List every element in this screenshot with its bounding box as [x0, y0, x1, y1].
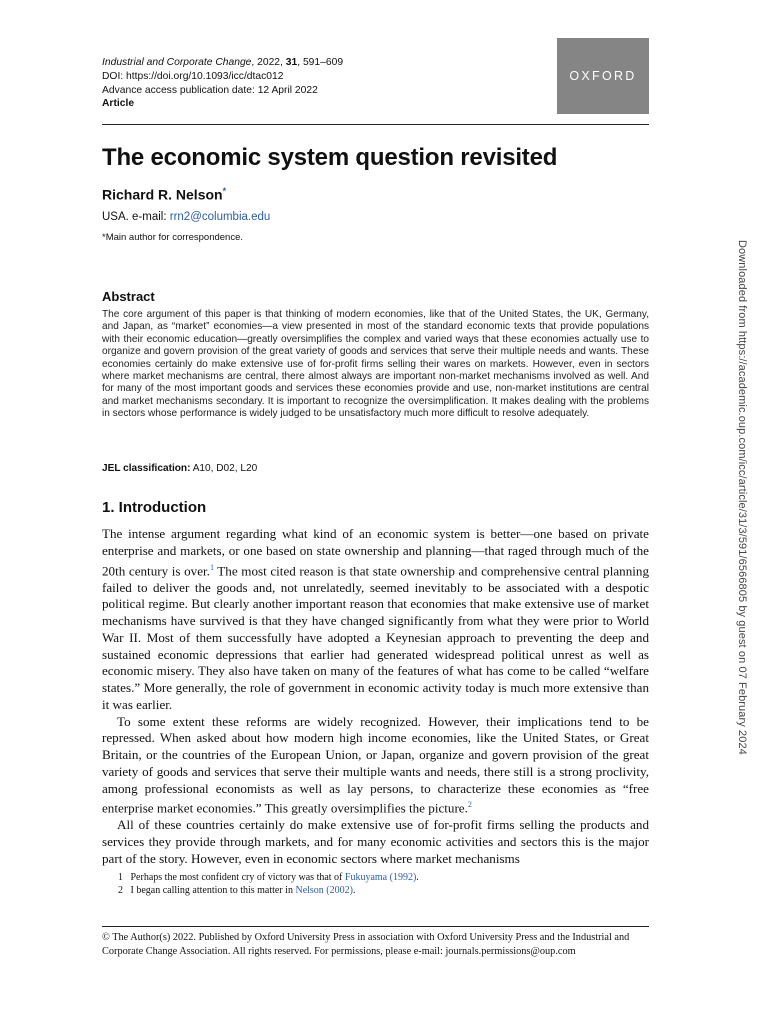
footnote-ref-1[interactable]: 1	[209, 562, 214, 572]
affiliation-prefix: USA. e-mail:	[102, 211, 170, 223]
footer-divider	[102, 926, 649, 927]
author-name: Richard R. Nelson	[102, 186, 223, 203]
corresponding-author-mark[interactable]: *	[222, 186, 227, 196]
download-watermark	[734, 240, 746, 800]
jel-classification	[102, 463, 257, 474]
author-email-link[interactable]: rrn2@columbia.edu	[169, 211, 271, 223]
oxford-logo: OXFORD	[557, 38, 649, 114]
download-watermark-text: Downloaded from https://academic.oup.com/icc/article/31/3/591/6566805 by guest on 07 February 2024	[736, 240, 748, 755]
paragraph	[102, 714, 649, 818]
author	[102, 186, 226, 203]
jel-label: JEL classification:	[102, 463, 191, 474]
journal-year: , 2022,	[251, 57, 286, 68]
footnote-text: Perhaps the most confident cry of victory was that of	[130, 872, 345, 883]
journal-volume: 31	[285, 57, 298, 68]
journal-citation	[102, 56, 542, 70]
header-divider	[102, 124, 649, 125]
section-heading-introduction: 1. Introduction	[102, 499, 207, 516]
journal-name: Industrial and Corporate Change	[102, 57, 252, 68]
footnote	[118, 871, 638, 884]
footnote-end: .	[352, 885, 356, 896]
footnote-text: I began calling attention to this matter in	[130, 885, 296, 896]
footnote-end: .	[416, 872, 419, 883]
footnote	[118, 884, 638, 897]
footnotes	[118, 871, 638, 897]
abstract-heading: Abstract	[102, 289, 155, 304]
paragraph-text: To some extent these reforms are widely recognized. However, their implications tend to be repressed. When asked about how modern high income economies, like the United States, or Great Britain, or the countries of the European Union, or Japan, organize and govern provision of the great variety of goods and services that serve their multiple wants and needs, there still is a strong proclivity, among professional economists as well as lay persons, to characterize these economies as “free enterprise market economies.” This greatly oversimplifies the picture.	[102, 713, 649, 816]
affiliation	[102, 211, 270, 223]
paragraph	[102, 526, 649, 714]
footnote-ref-2[interactable]: 2	[467, 800, 472, 810]
introduction-body	[102, 526, 649, 868]
citation-link[interactable]: Fukuyama (1992)	[344, 872, 417, 883]
jel-codes: A10, D02, L20	[190, 463, 258, 474]
paragraph: All of these countries certainly do make extensive use of for-profit firms selling the products and services they provide through markets, and for many economic activities and sectors this is the major part of the story. However, even in economic sectors where market mechanisms	[102, 817, 649, 866]
article-type: Article	[102, 98, 135, 110]
citation-link[interactable]: Nelson (2002)	[295, 885, 353, 896]
paragraph-text: The intense argument regarding what kind of an economic system is better—one based on private enterprise and markets, or one based on state ownership and planning—that raged through much of the 20th century is over.	[102, 526, 649, 578]
footnote-number: 2	[118, 885, 123, 896]
footnote-number: 1	[118, 872, 123, 883]
doi[interactable]: DOI: https://doi.org/10.1093/icc/dtac012	[102, 70, 284, 82]
page-title: The economic system question revisited	[102, 144, 558, 171]
correspondence-note: *Main author for correspondence.	[102, 232, 243, 243]
abstract-body: The core argument of this paper is that thinking of modern economies, like that of the United States, the UK, Germany, and Japan, as “market” economies—a view presented in most of the standard economic texts that provide populations with their economic education—greatly oversimplifies the complex and varied ways that these economies actually use to organize and govern provision of the great variety of goods and services that serve their multiple needs and wants. These economies certainly do make extensive use of for-profit firms selling their wares on markets. However, even in sectors where market mechanisms are central, there almost always are important non-market mechanisms involved as well. And for many of the most important goods and services these economies provide and use, non-market institutions are central and market mechanisms secondary. It is important to recognize the oversimplification. It makes dealing with the problems in sectors whose performance is widely judged to be unsatisfactory much more difficult to resolve adequately.	[102, 309, 649, 420]
paragraph-text: The most cited reason is that state ownership and comprehensive central planning failed to deliver the goods and, not unrelatedly, seemed inevitably to be associated with a despotic political regime. But clearly another important reason that economies that make extensive use of market mechanisms have survived is that they have changed significantly from what they were prior to World War II. Most of them successfully have adopted a Keynesian approach to preventing the deep and sustained economic depressions that earlier had generated widespread political unrest as well as economic misery. They also have taken on many of the features of what has come to be called “welfare states.” More generally, the role of government in economic activity today is much more extensive than it was earlier.	[102, 562, 649, 712]
advance-access-date: Advance access publication date: 12 April 2022	[102, 84, 318, 96]
journal-pages: , 591–609	[297, 57, 344, 68]
article-header	[102, 56, 542, 111]
copyright-notice: © The Author(s) 2022. Published by Oxford University Press in association with Oxford University Press and the Industrial and Corporate Change Association. All rights reserved. For permissions, please e-mail: journals.permissions@oup.com	[102, 932, 630, 957]
